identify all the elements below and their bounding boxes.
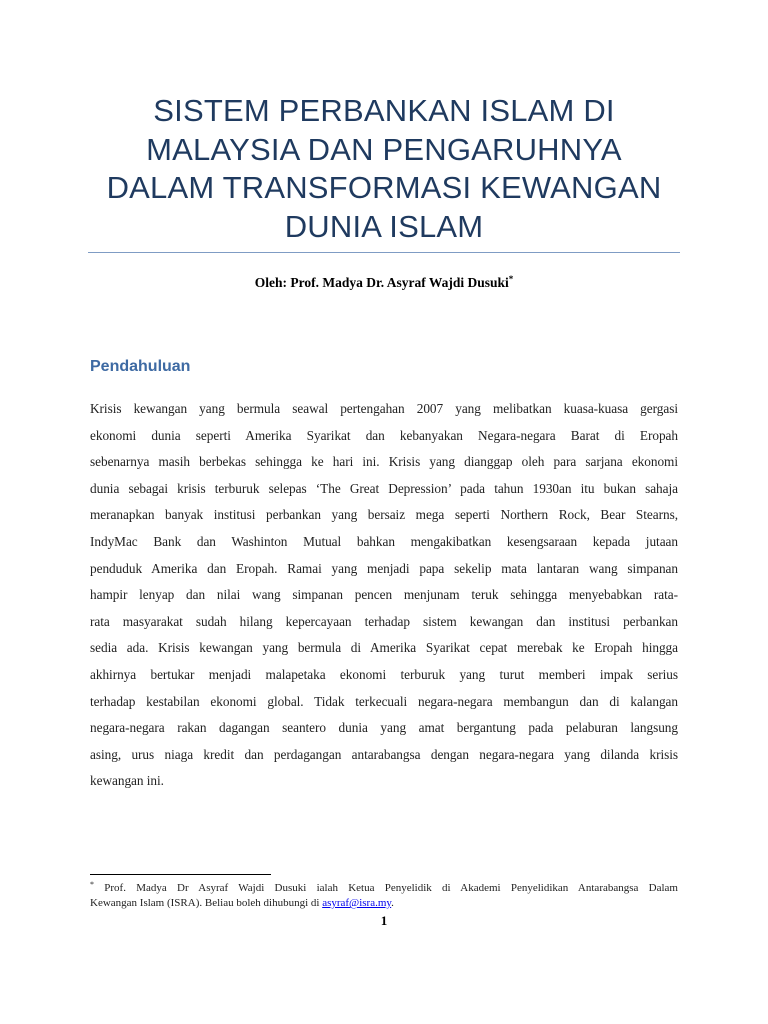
paragraph-line: IndyMac Bank dan Washinton Mutual bahkan mengakibatkan kesengsaraan kepada jutaan [90, 533, 678, 549]
footnote-mark: * [90, 880, 94, 889]
title-line: MALAYSIA DAN PENGARUHNYA [146, 131, 622, 167]
title-line: DALAM TRANSFORMASI KEWANGAN [106, 170, 662, 205]
author-name: Oleh: Prof. Madya Dr. Asyraf Wajdi Dusuki [254, 275, 509, 290]
footnote-separator [90, 874, 271, 875]
paragraph-line: rata masyarakat sudah hilang kepercayaan terhadap sistem kewangan dan institusi perbankan [90, 613, 678, 629]
footnote-line [90, 896, 678, 911]
footnote-reference[interactable]: * [508, 274, 514, 284]
paragraph-line: meranapkan banyak institusi perbankan yang bersaiz mega seperti Northern Rock, Bear Stearns, [90, 507, 678, 523]
footnote-text: . [391, 897, 394, 909]
page-number: 1 [380, 913, 388, 928]
title-divider [88, 252, 680, 253]
author-byline [88, 275, 680, 291]
section-heading: Pendahuluan [90, 358, 191, 375]
footnote-text: Prof. Madya Dr Asyraf Wajdi Dusuki ialah Ketua Penyelidik di Akademi Penyelidikan Antarabangsa Dalam [94, 882, 678, 894]
paragraph-line: penduduk Amerika dan Eropah. Ramai yang menjadi papa sekelip mata lantaran wang simpanan [90, 560, 678, 576]
paragraph-line: negara-negara rakan dagangan seantero dunia yang amat bergantung pada pelaburan langsung [90, 720, 678, 736]
paragraph-line: kewangan ini. [90, 773, 164, 789]
paragraph-line: akhirnya bertukar menjadi malapetaka ekonomi terburuk yang turut memberi impak serius [90, 666, 678, 682]
paragraph-line: Krisis kewangan yang bermula seawal pertengahan 2007 yang melibatkan kuasa-kuasa gergasi [90, 401, 678, 416]
paragraph-line: sedia ada. Krisis kewangan yang bermula di Amerika Syarikat cepat merebak ke Eropah hingga [90, 640, 678, 656]
paragraph-line: dunia sebagai krisis terburuk selepas ‘The Great Depression’ pada tahun 1930an itu bukan sahaja [90, 480, 678, 496]
title-line: DUNIA ISLAM [284, 208, 484, 244]
footnote-text: Kewangan Islam (ISRA). Beliau boleh dihubungi di [90, 897, 323, 909]
document-title [80, 92, 688, 246]
footnote-line [90, 881, 678, 896]
paragraph-line: terhadap kestabilan ekonomi global. Tidak terkecuali negara-negara membangun dan di kalangan [90, 693, 678, 709]
paragraph-line: sebenarnya masih berbekas sehingga ke hari ini. Krisis yang dianggap oleh para sarjana ekonomi [90, 454, 678, 470]
body-paragraph [90, 396, 678, 795]
paragraph-line: hampir lenyap dan nilai wang simpanan pencen menjunam teruk sehingga menyebabkan rata- [90, 587, 678, 603]
email-link[interactable]: asyraf@isra.my [322, 897, 392, 909]
paragraph-line: ekonomi dunia seperti Amerika Syarikat dan kebanyakan Negara-negara Barat di Eropah [90, 427, 678, 443]
title-line: SISTEM PERBANKAN ISLAM DI [153, 93, 615, 128]
paragraph-line: asing, urus niaga kredit dan perdagangan antarabangsa dengan negara-negara yang dilanda krisis [90, 746, 678, 762]
footnote [90, 881, 678, 911]
